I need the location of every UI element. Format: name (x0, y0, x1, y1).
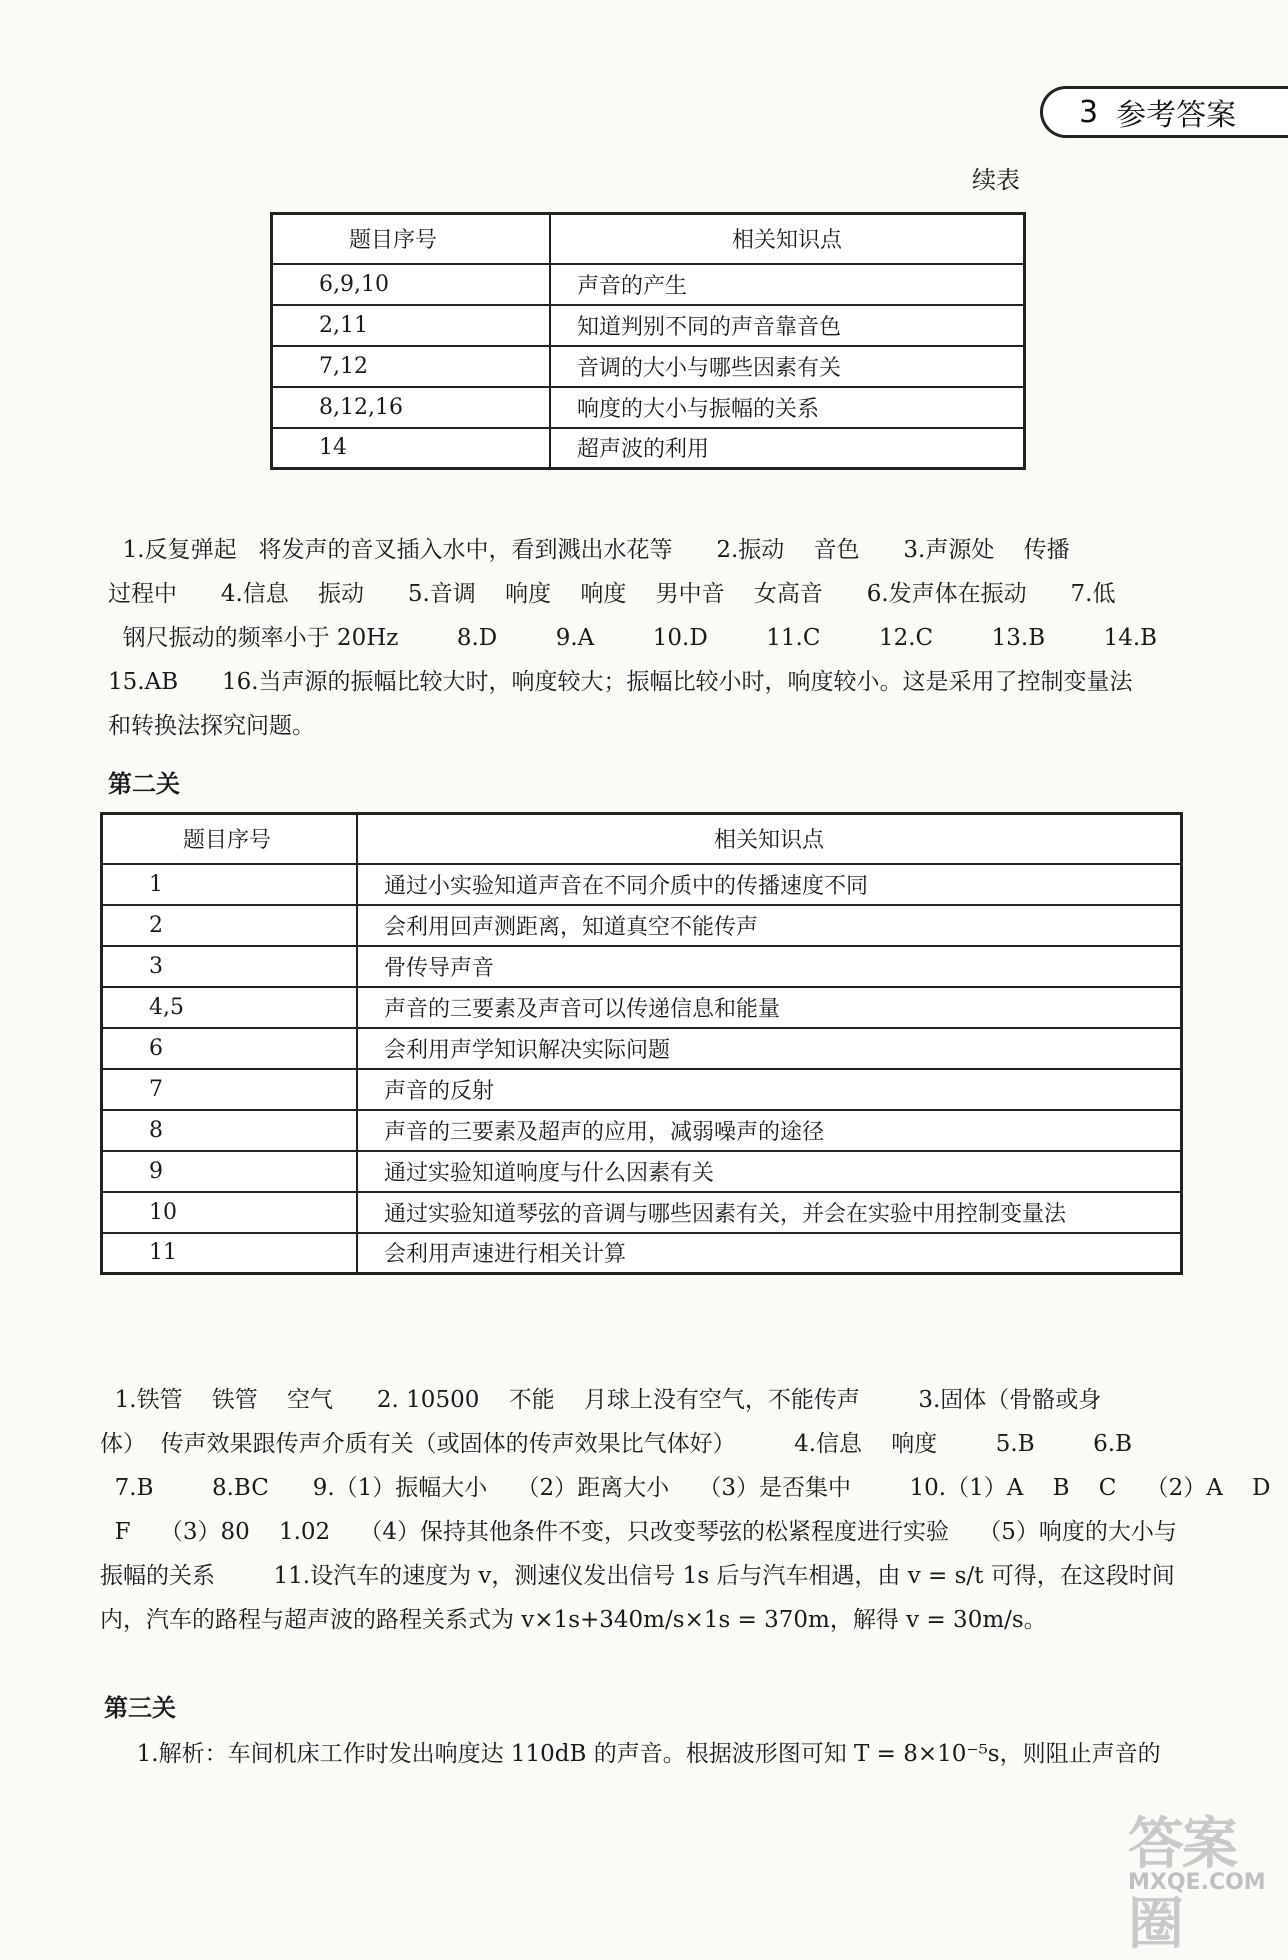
table-header-row (272, 214, 1025, 264)
knowledge-point-cell: 会利用声速进行相关计算 (357, 1233, 1182, 1274)
knowledge-point-cell: 声音的反射 (357, 1069, 1182, 1110)
answer-line: 振幅的关系 11.设汽车的速度为 v，测速仪发出信号 1s 后与汽车相遇，由 v = s/t 可得，在这段时间 (100, 1563, 1175, 1589)
knowledge-point-cell: 超声波的利用 (550, 428, 1025, 469)
table-header-cell: 题目序号 (272, 214, 551, 264)
question-numbers-cell: 8 (102, 1110, 358, 1151)
knowledge-point-cell: 知道判别不同的声音靠音色 (550, 305, 1025, 346)
table-header-cell: 题目序号 (102, 814, 358, 864)
continued-label: 续表 (972, 166, 1020, 194)
table-header-cell: 相关知识点 (550, 214, 1025, 264)
answer-line: 体） 传声效果跟传声介质有关（或固体的传声效果比气体好） 4.信息 响度 5.B 6.B (100, 1431, 1132, 1457)
question-numbers-cell: 8,12,16 (272, 387, 551, 428)
question-numbers-cell: 7,12 (272, 346, 551, 387)
section-title-2: 第二关 (108, 770, 180, 798)
knowledge-point-cell: 声音的三要素及声音可以传递信息和能量 (357, 987, 1182, 1028)
knowledge-point-cell: 通过实验知道响度与什么因素有关 (357, 1151, 1182, 1192)
question-numbers-cell: 4,5 (102, 987, 358, 1028)
answer-line: 1.解析：车间机床工作时发出响度达 110dB 的声音。根据波形图可知 T = 8×10⁻⁵s，则阻止声音的 (122, 1741, 1161, 1767)
question-numbers-cell: 7 (102, 1069, 358, 1110)
table-row (272, 428, 1025, 469)
question-numbers-cell: 2 (102, 905, 358, 946)
table-row (272, 264, 1025, 305)
question-numbers-cell: 2,11 (272, 305, 551, 346)
table-row (102, 1233, 1182, 1274)
header-title: 参考答案 (1116, 98, 1237, 133)
table-row (272, 346, 1025, 387)
question-numbers-cell: 6 (102, 1028, 358, 1069)
answer-line: 内，汽车的路程与超声波的路程关系式为 v×1s+340m/s×1s = 370m，解得 v = 30m/s。 (100, 1607, 1047, 1633)
table-row (102, 1028, 1182, 1069)
question-numbers-cell: 9 (102, 1151, 358, 1192)
knowledge-point-cell: 声音的三要素及超声的应用，减弱噪声的途径 (357, 1110, 1182, 1151)
page-number: 3 (1079, 94, 1099, 130)
knowledge-point-cell: 声音的产生 (550, 264, 1025, 305)
table-row (102, 946, 1182, 987)
knowledge-point-cell: 通过小实验知道声音在不同介质中的传播速度不同 (357, 864, 1182, 905)
table-row (102, 987, 1182, 1028)
chapter-header-tab (1040, 86, 1288, 138)
answer-line: 15.AB 16.当声源的振幅比较大时，响度较大；振幅比较小时，响度较小。这是采用了控制变量法 (108, 669, 1133, 695)
answer-line: 和转换法探究问题。 (108, 713, 315, 739)
question-numbers-cell: 14 (272, 428, 551, 469)
question-numbers-cell: 10 (102, 1192, 358, 1233)
question-numbers-cell: 6,9,10 (272, 264, 551, 305)
knowledge-point-cell: 通过实验知道琴弦的音调与哪些因素有关，并会在实验中用控制变量法 (357, 1192, 1182, 1233)
table-row (102, 1110, 1182, 1151)
table-row (272, 305, 1025, 346)
knowledge-table-1 (270, 212, 1026, 470)
section-title-3: 第三关 (104, 1694, 176, 1722)
question-numbers-cell: 1 (102, 864, 358, 905)
knowledge-point-cell: 会利用回声测距离，知道真空不能传声 (357, 905, 1182, 946)
knowledge-table-2 (100, 812, 1183, 1275)
answer-line: F （3）80 1.02 （4）保持其他条件不变，只改变琴弦的松紧程度进行实验 （5）响度的大小与 (100, 1519, 1177, 1545)
table-header-row (102, 814, 1182, 864)
answer-line: 1.铁管 铁管 空气 2. 10500 不能 月球上没有空气，不能传声 3.固体（骨骼或身 (100, 1387, 1102, 1413)
answer-line: 7.B 8.BC 9.（1）振幅大小 （2）距离大小 （3）是否集中 10.（1）A B C （2）A D (100, 1475, 1271, 1501)
answer-line: 过程中 4.信息 振动 5.音调 响度 响度 男中音 女高音 6.发声体在振动 7.低 (108, 581, 1116, 607)
table-row (102, 1192, 1182, 1233)
table-row (102, 1151, 1182, 1192)
table-row (272, 387, 1025, 428)
question-numbers-cell: 11 (102, 1233, 358, 1274)
question-numbers-cell: 3 (102, 946, 358, 987)
knowledge-point-cell: 音调的大小与哪些因素有关 (550, 346, 1025, 387)
table-row (102, 1069, 1182, 1110)
table-row (102, 905, 1182, 946)
watermark-logo: 答案圈 (1128, 1812, 1236, 1957)
table-header-cell: 相关知识点 (357, 814, 1182, 864)
answer-line: 1.反复弹起 将发声的音叉插入水中，看到溅出水花等 2.振动 音色 3.声源处 传播 (108, 537, 1070, 563)
table-row (102, 864, 1182, 905)
knowledge-point-cell: 会利用声学知识解决实际问题 (357, 1028, 1182, 1069)
knowledge-point-cell: 响度的大小与振幅的关系 (550, 387, 1025, 428)
knowledge-point-cell: 骨传导声音 (357, 946, 1182, 987)
answer-line: 钢尺振动的频率小于 20Hz 8.D 9.A 10.D 11.C 12.C 13.B 14.B (108, 625, 1158, 651)
watermark-url: MXQE.COM (1128, 1870, 1266, 1895)
